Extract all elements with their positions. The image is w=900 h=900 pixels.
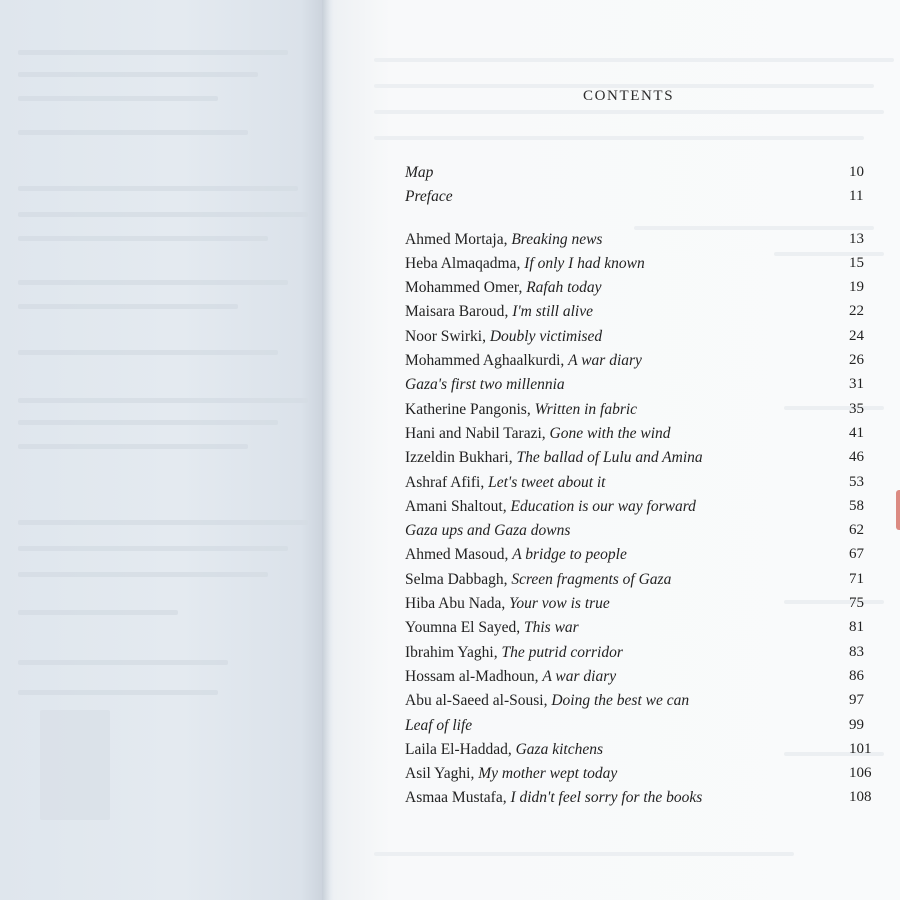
show-through-line <box>374 136 864 140</box>
toc-page-number: 53 <box>849 473 864 490</box>
toc-entry <box>405 279 867 303</box>
toc-page-number: 10 <box>849 164 864 180</box>
toc-author: Ibrahim Yaghi <box>405 643 494 661</box>
toc-entry <box>405 449 867 473</box>
toc-separator: , <box>508 449 517 467</box>
toc-entry <box>405 619 867 643</box>
toc-entry <box>405 692 867 716</box>
toc-title: Gaza ups and Gaza downs <box>405 522 571 540</box>
toc-title: Screen fragments of Gaza <box>511 570 672 588</box>
toc-entry-text <box>405 188 453 205</box>
toc-page-number: 22 <box>849 303 864 320</box>
show-through-line <box>374 852 794 856</box>
toc-separator: , <box>507 740 516 758</box>
toc-separator: , <box>518 279 527 297</box>
toc-entry-text <box>405 425 671 442</box>
toc-page-number: 106 <box>849 765 872 782</box>
toc-page-number: 11 <box>849 188 864 205</box>
toc-separator: , <box>482 327 490 345</box>
toc-page-number: 13 <box>849 230 864 247</box>
toc-title: If only I had known <box>524 254 645 272</box>
toc-entry-text <box>405 279 602 296</box>
show-through-line <box>18 350 278 355</box>
toc-author: Mohammed Omer <box>405 279 519 297</box>
toc-author: Ahmed Mortaja <box>405 230 504 248</box>
toc-author: Abu al-Saeed al-Sousi <box>405 692 544 710</box>
toc-entry-text <box>405 231 602 248</box>
toc-entry-text <box>405 303 593 320</box>
toc-separator: , <box>516 619 524 637</box>
toc-page-number: 46 <box>849 449 864 466</box>
toc-entry-text <box>405 376 565 393</box>
toc-entry <box>405 789 872 813</box>
toc-title: Rafah today <box>526 279 602 297</box>
toc-author: Hani and Nabil Tarazi <box>405 424 542 442</box>
toc-page-number: 35 <box>849 400 864 417</box>
toc-entry <box>405 546 867 570</box>
toc-title: Breaking news <box>511 230 603 248</box>
toc-entry <box>405 352 867 376</box>
toc-separator: , <box>480 473 489 491</box>
toc-entry <box>405 644 867 668</box>
show-through-logo <box>40 710 110 820</box>
toc-title: Gaza kitchens <box>515 740 603 758</box>
show-through-line <box>18 572 268 577</box>
toc-author: Laila El-Haddad <box>405 740 508 758</box>
toc-page-number: 41 <box>849 424 864 441</box>
toc-entry-text <box>405 522 570 539</box>
toc-entry-text <box>405 619 579 636</box>
toc-entry-text <box>405 789 702 806</box>
toc-entry <box>405 401 867 425</box>
toc-author: Hiba Abu Nada <box>405 595 502 613</box>
show-through-line <box>18 304 238 309</box>
show-through-line <box>18 520 308 525</box>
toc-entry-text <box>405 498 696 515</box>
toc-title: Doing the best we can <box>551 692 690 710</box>
toc-author: Ahmed Masoud <box>405 546 505 564</box>
toc-page-number: 99 <box>849 716 864 733</box>
toc-title: Written in fabric <box>534 400 638 418</box>
toc-separator: , <box>501 595 510 613</box>
show-through-line <box>18 690 218 695</box>
toc-title: Education is our way forward <box>510 497 696 515</box>
toc-entry-text <box>405 765 617 782</box>
toc-entry-text <box>405 741 603 758</box>
toc-separator: , <box>502 497 511 515</box>
toc-separator: , <box>503 230 512 248</box>
show-through-line <box>18 50 288 55</box>
toc-title: This war <box>523 619 579 637</box>
toc-title: I didn't feel sorry for the books <box>510 789 703 807</box>
show-through-line <box>18 236 268 241</box>
contents-heading: CONTENTS <box>583 88 675 104</box>
toc-page-number: 97 <box>849 692 864 709</box>
next-page-edge <box>896 490 900 530</box>
toc-entry <box>405 303 867 327</box>
toc-entry-text <box>405 668 616 685</box>
toc-author: Heba Almaqadma <box>405 254 517 272</box>
toc-entry-text <box>405 352 642 369</box>
toc-entry-text <box>405 571 671 588</box>
toc-title: Preface <box>405 188 453 206</box>
toc-page-number: 15 <box>849 254 864 271</box>
toc-separator: , <box>534 667 543 685</box>
toc-entry <box>405 522 867 546</box>
toc-title: A war diary <box>568 352 642 370</box>
toc-title: Gone with the wind <box>549 424 671 442</box>
toc-author: Maisara Baroud <box>405 303 505 321</box>
toc-separator: , <box>503 570 512 588</box>
toc-title: My mother wept today <box>478 765 618 783</box>
toc-entry-text <box>405 717 472 734</box>
toc-entry <box>405 376 867 400</box>
toc-separator: , <box>560 352 569 370</box>
toc-page-number: 75 <box>849 595 864 612</box>
show-through-line <box>18 420 278 425</box>
toc-author: Ashraf Afifi <box>405 473 481 491</box>
toc-page-number: 101 <box>849 740 872 757</box>
toc-entry <box>405 765 872 789</box>
toc-entry-text <box>405 692 689 709</box>
toc-author: Mohammed Aghaalkurdi <box>405 352 561 370</box>
toc-page-number: 62 <box>849 522 864 539</box>
toc-author: Amani Shaltout <box>405 497 503 515</box>
toc-page-number: 86 <box>849 667 864 684</box>
toc-entry-text <box>405 401 637 418</box>
toc-entry <box>405 474 867 498</box>
toc-author: Hossam al-Madhoun <box>405 667 535 685</box>
show-through-line <box>18 212 308 217</box>
toc-entry <box>405 255 867 279</box>
toc-title: Gaza's first two millennia <box>405 376 565 394</box>
toc-separator: , <box>470 765 479 783</box>
toc-author: Katherine Pangonis <box>405 400 527 418</box>
toc-entry <box>405 668 867 692</box>
toc-separator: , <box>493 643 502 661</box>
show-through-line <box>374 58 894 62</box>
toc-title: Doubly victimised <box>489 327 603 345</box>
toc-entry-text <box>405 644 623 661</box>
toc-entry <box>405 717 867 741</box>
toc-separator: , <box>516 254 525 272</box>
toc-separator: , <box>502 789 511 807</box>
show-through-line <box>18 610 178 615</box>
show-through-line <box>18 96 218 101</box>
toc-title: A bridge to people <box>512 546 627 564</box>
toc-entry-text <box>405 328 602 345</box>
show-through-line <box>18 130 248 135</box>
toc-entry-text <box>405 474 606 491</box>
toc-title: The ballad of Lulu and Amina <box>516 449 703 467</box>
toc-page-number: 58 <box>849 497 864 514</box>
toc-title: Leaf of life <box>405 716 473 734</box>
toc-page-number: 26 <box>849 352 864 369</box>
toc-entry <box>405 571 867 595</box>
toc-author: Selma Dabbagh <box>405 570 504 588</box>
toc-entry <box>405 328 867 352</box>
toc-title: Your vow is true <box>509 595 610 613</box>
show-through-line <box>18 546 288 551</box>
toc-page-number: 83 <box>849 643 864 660</box>
show-through-line <box>18 398 308 403</box>
toc-author: Asmaa Mustafa <box>405 789 503 807</box>
toc-page-number: 31 <box>849 376 864 393</box>
toc-entry <box>405 498 867 522</box>
toc-entry-text <box>405 449 703 466</box>
toc-entry-text <box>405 546 627 563</box>
toc-entry <box>405 740 872 765</box>
table-of-contents <box>405 164 872 814</box>
toc-separator: , <box>526 400 535 418</box>
toc-entry-text <box>405 255 645 272</box>
toc-page-number: 67 <box>849 546 864 563</box>
toc-separator: , <box>541 424 550 442</box>
toc-author: Youmna El Sayed <box>405 619 517 637</box>
toc-entry <box>405 188 867 212</box>
toc-entry <box>405 164 867 188</box>
show-through-line <box>18 660 228 665</box>
toc-title: Let's tweet about it <box>488 473 606 491</box>
toc-page-number: 24 <box>849 327 864 344</box>
show-through-line <box>18 444 248 449</box>
left-page <box>0 0 327 900</box>
toc-author: Asil Yaghi <box>405 765 471 783</box>
toc-page-number: 108 <box>849 789 872 806</box>
show-through-line <box>374 110 884 114</box>
toc-entry-text <box>405 164 433 181</box>
toc-author: Noor Swirki <box>405 327 483 345</box>
toc-author: Izzeldin Bukhari <box>405 449 509 467</box>
toc-entry-text <box>405 595 610 612</box>
toc-title: I'm still alive <box>512 303 593 321</box>
show-through-line <box>18 72 258 77</box>
toc-separator: , <box>504 546 513 564</box>
toc-page-number: 71 <box>849 570 864 587</box>
toc-separator: , <box>543 692 552 710</box>
show-through-line <box>18 280 288 285</box>
show-through-line <box>18 186 298 191</box>
toc-entry <box>405 425 867 449</box>
toc-page-number: 81 <box>849 619 864 636</box>
toc-title: The putrid corridor <box>501 643 623 661</box>
toc-entry <box>405 595 867 619</box>
toc-entry <box>405 231 867 255</box>
toc-separator: , <box>504 303 513 321</box>
toc-title: Map <box>405 164 434 181</box>
toc-page-number: 19 <box>849 279 864 296</box>
toc-title: A war diary <box>542 667 617 685</box>
